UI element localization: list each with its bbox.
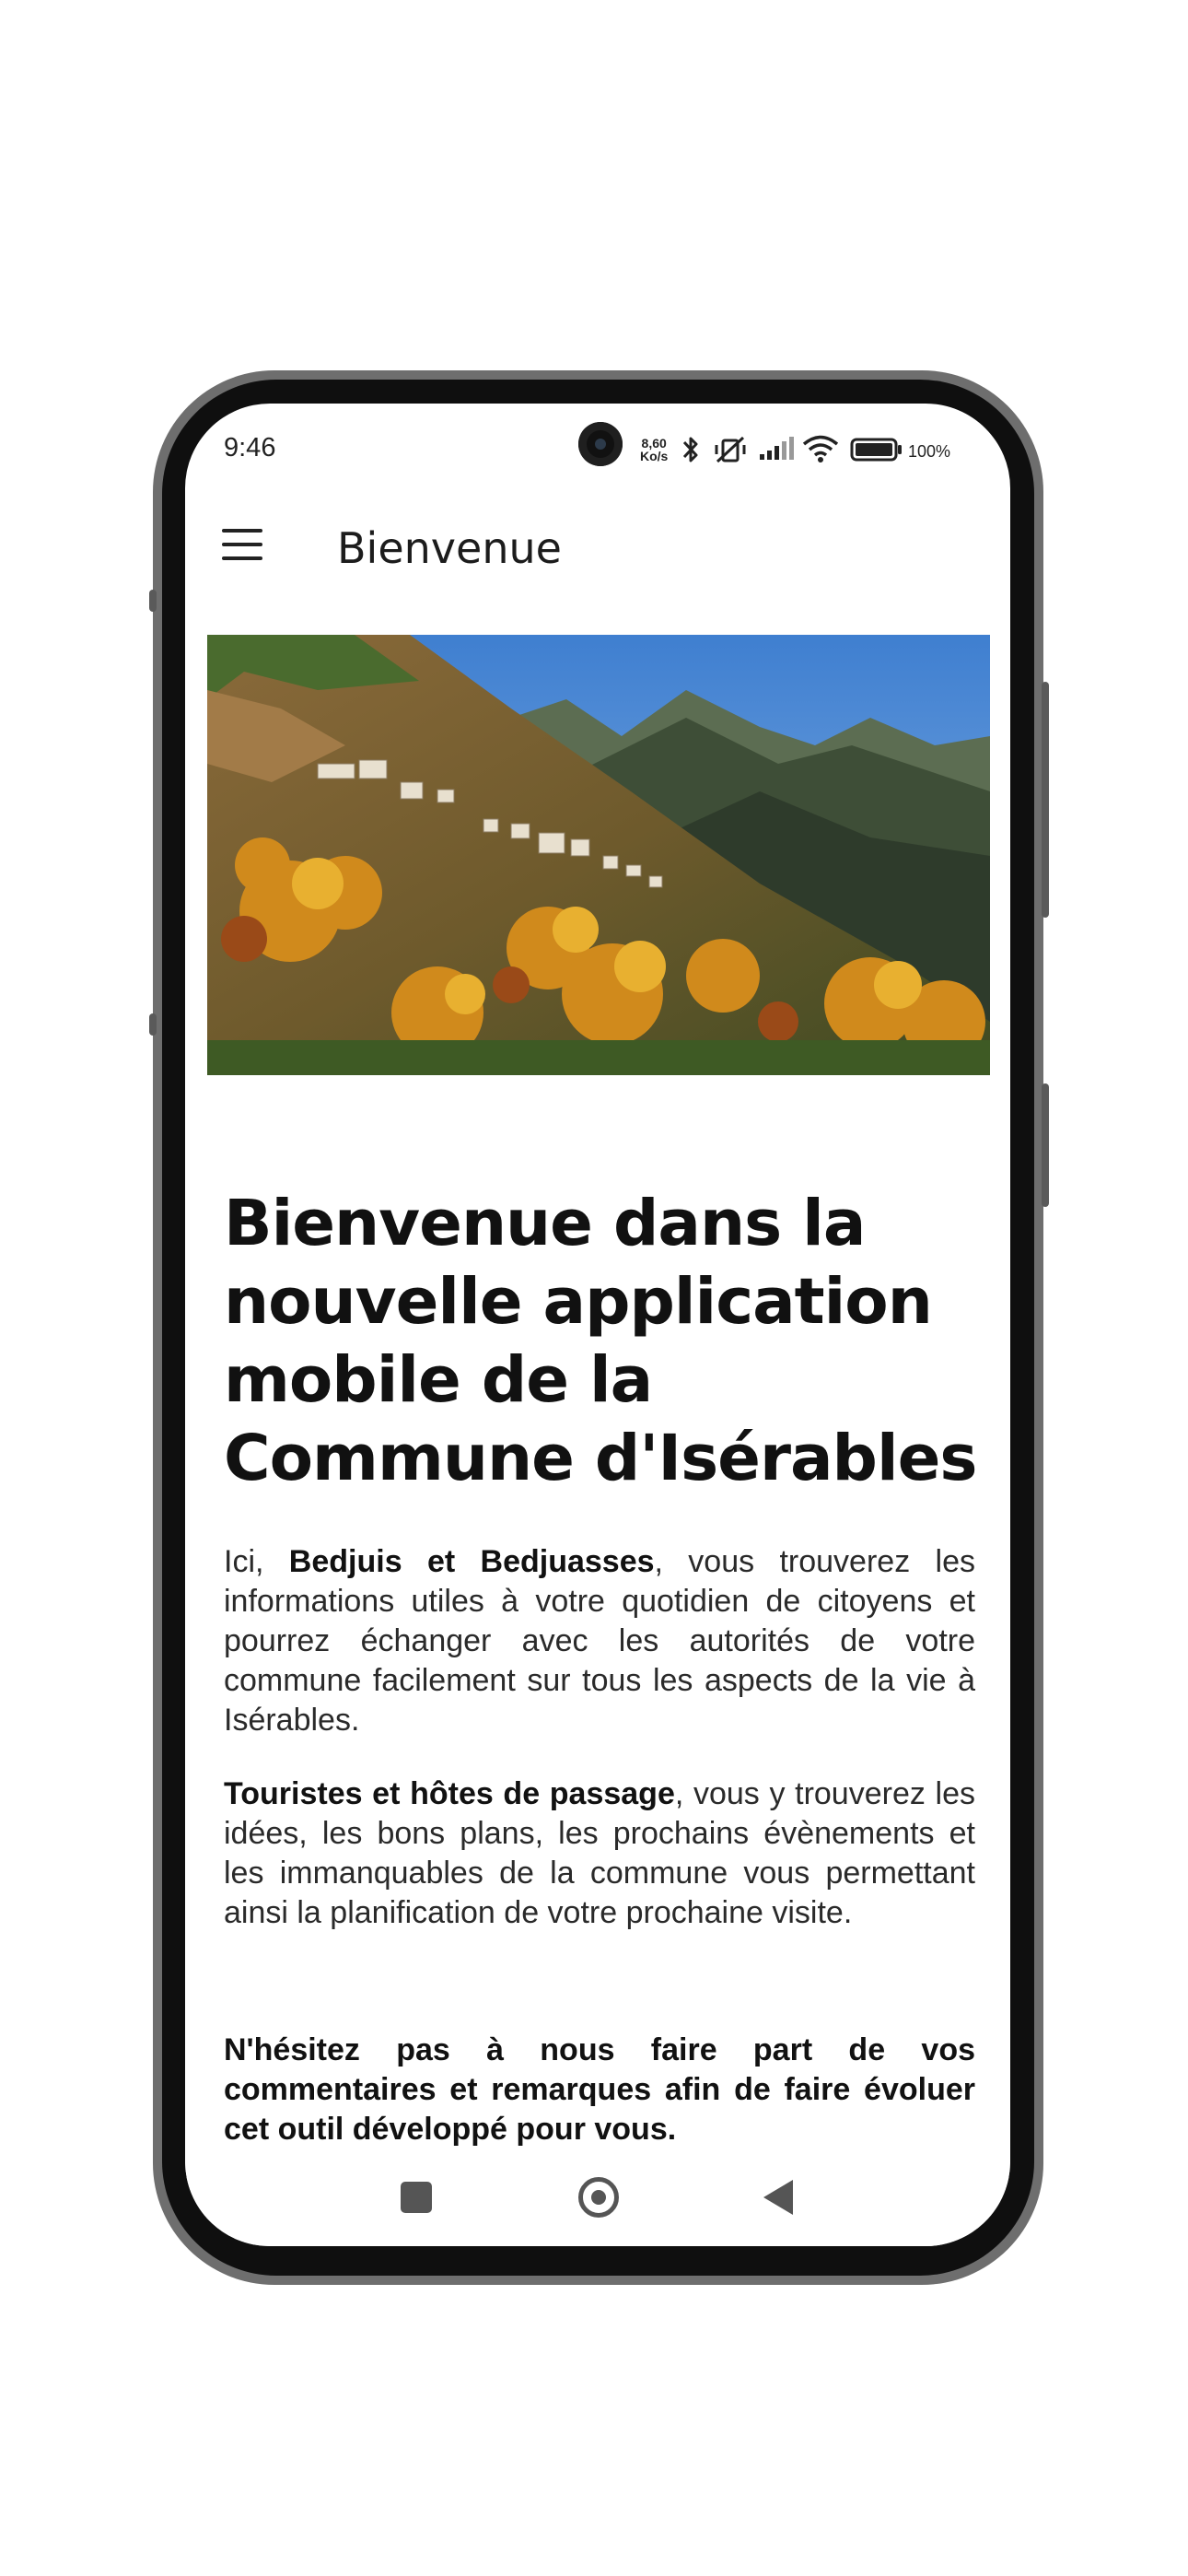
back-triangle-icon[interactable] bbox=[763, 2180, 793, 2215]
vibrate-off-icon bbox=[712, 434, 749, 465]
home-circle-icon[interactable] bbox=[578, 2177, 619, 2218]
battery-percentage bbox=[908, 435, 950, 463]
phone-left-button bbox=[149, 590, 157, 612]
bluetooth-icon bbox=[681, 434, 701, 465]
battery-percentage-sign: % bbox=[936, 442, 951, 461]
p1-audience: Bedjuis et Bedjuasses bbox=[288, 1544, 655, 1579]
feedback-paragraph: N'hésitez pas à nous faire part de vos commentaires et remarques afin de faire évoluer cet outil développé pour vous. bbox=[224, 2032, 975, 2147]
battery-icon bbox=[850, 434, 903, 465]
citizens-paragraph bbox=[224, 1542, 975, 1740]
network-speed bbox=[640, 437, 668, 463]
status-bar bbox=[185, 404, 1010, 496]
p1-intro: Ici, bbox=[224, 1544, 289, 1579]
p2-audience: Touristes et hôtes de passage bbox=[224, 1776, 675, 1811]
tourists-paragraph bbox=[224, 1774, 975, 1933]
front-camera bbox=[578, 422, 623, 466]
phone-screen bbox=[185, 404, 1010, 2246]
hero-image bbox=[207, 635, 990, 1075]
network-speed-value: 8,60 bbox=[641, 436, 667, 451]
app-bar bbox=[185, 496, 1010, 597]
hamburger-menu-icon[interactable] bbox=[222, 529, 262, 560]
status-time: 9:46 bbox=[224, 433, 276, 463]
volume-button bbox=[1042, 682, 1049, 918]
page-title: Bienvenue bbox=[337, 523, 562, 573]
welcome-headline: Bienvenue dans la nouvelle application mobile de la Commune d'Isérables bbox=[224, 1187, 977, 1495]
power-button bbox=[1042, 1083, 1049, 1207]
p1-body: , vous trouverez les informations utiles à votre quotidien de citoyens et pourrez échanger avec les autorités de votre commune facilement sur tous les aspects de la vie à Isérables. bbox=[224, 1544, 975, 1738]
battery-percentage-value: 100 bbox=[908, 442, 937, 461]
mountain-village-autumn-photo bbox=[207, 635, 990, 1075]
recents-square-icon[interactable] bbox=[401, 2182, 432, 2213]
wifi-icon bbox=[802, 434, 839, 465]
signal-icon bbox=[758, 434, 795, 465]
p2-body: , vous y trouverez les idées, les bons plans, les prochains évènements et les immanquables de la commune vous permettant ainsi la planification de votre prochaine visite. bbox=[224, 1776, 975, 1930]
phone-left-button bbox=[149, 1013, 157, 1036]
network-speed-unit: Ko/s bbox=[640, 449, 669, 463]
